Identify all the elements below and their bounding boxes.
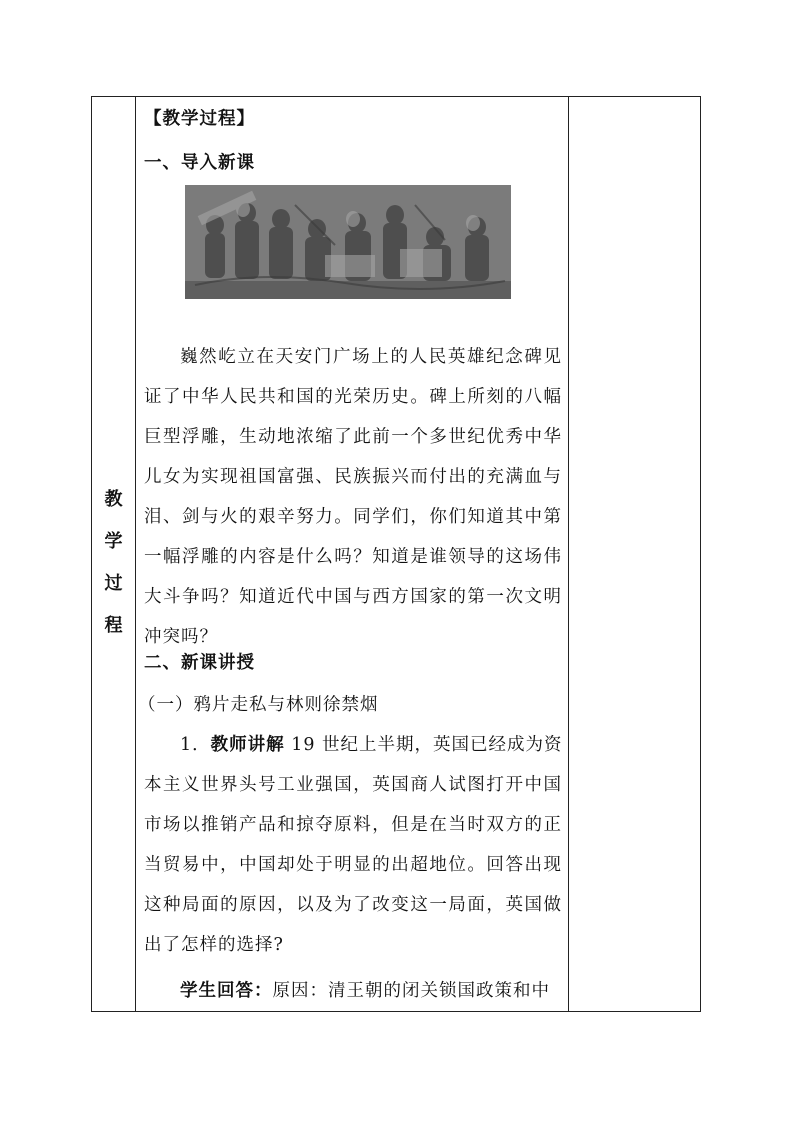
point1-text: 19 世纪上半期，英国已经成为资 — [284, 735, 563, 755]
relief-figures-graphic — [185, 185, 511, 299]
intro-paragraph-line: 冲突吗？ — [144, 627, 218, 647]
intro-paragraph-line: 巨型浮雕，生动地浓缩了此前一个多世纪优秀中华 — [144, 427, 562, 447]
point1-first-line — [144, 731, 562, 756]
heading-intro: 一、导入新课 — [144, 153, 255, 173]
heading-new-lesson: 二、新课讲授 — [144, 653, 255, 673]
side-label-char: 过 — [104, 573, 123, 594]
column-divider-right — [568, 97, 569, 1011]
student-answer-text: 原因：清王朝的闭关锁国政策和中 — [272, 981, 550, 1001]
point1-line: 市场以推销产品和掠夺原料，但是在当时双方的正 — [144, 815, 562, 835]
lesson-table — [91, 96, 701, 1012]
monument-relief-image — [185, 185, 511, 299]
point1-number: 1． — [180, 735, 211, 755]
subheading-opium: （一）鸦片走私与林则徐禁烟 — [138, 695, 379, 715]
intro-paragraph-line: 儿女为实现祖国富强、民族振兴而付出的充满血与 — [144, 467, 562, 487]
side-label-teaching-process — [92, 479, 135, 647]
side-label-char: 程 — [104, 615, 123, 636]
student-answer-line — [144, 977, 562, 1002]
student-answer-label: 学生回答： — [180, 981, 273, 1001]
point1-line: 本主义世界头号工业强国，英国商人试图打开中国 — [144, 775, 562, 795]
point1-line: 当贸易中，中国却处于明显的出超地位。回答出现 — [144, 855, 562, 875]
intro-paragraph-line: 巍然屹立在天安门广场上的人民英雄纪念碑见 — [180, 347, 562, 367]
side-label-char: 学 — [104, 531, 123, 552]
intro-paragraph-line: 大斗争吗？知道近代中国与西方国家的第一次文明 — [144, 587, 562, 607]
section-title: 【教学过程】 — [144, 109, 255, 129]
content-cell — [135, 97, 568, 1011]
side-label-char: 教 — [104, 489, 123, 510]
intro-paragraph-line: 一幅浮雕的内容是什么吗？知道是谁领导的这场伟 — [144, 547, 562, 567]
intro-paragraph-line: 证了中华人民共和国的光荣历史。碑上所刻的八幅 — [144, 387, 562, 407]
point1-label: 教师讲解 — [210, 735, 285, 755]
point1-line: 出了怎样的选择? — [144, 935, 284, 955]
intro-paragraph-line: 泪、剑与火的艰辛努力。同学们，你们知道其中第 — [144, 507, 562, 527]
point1-line: 这种局面的原因，以及为了改变这一局面，英国做 — [144, 895, 562, 915]
